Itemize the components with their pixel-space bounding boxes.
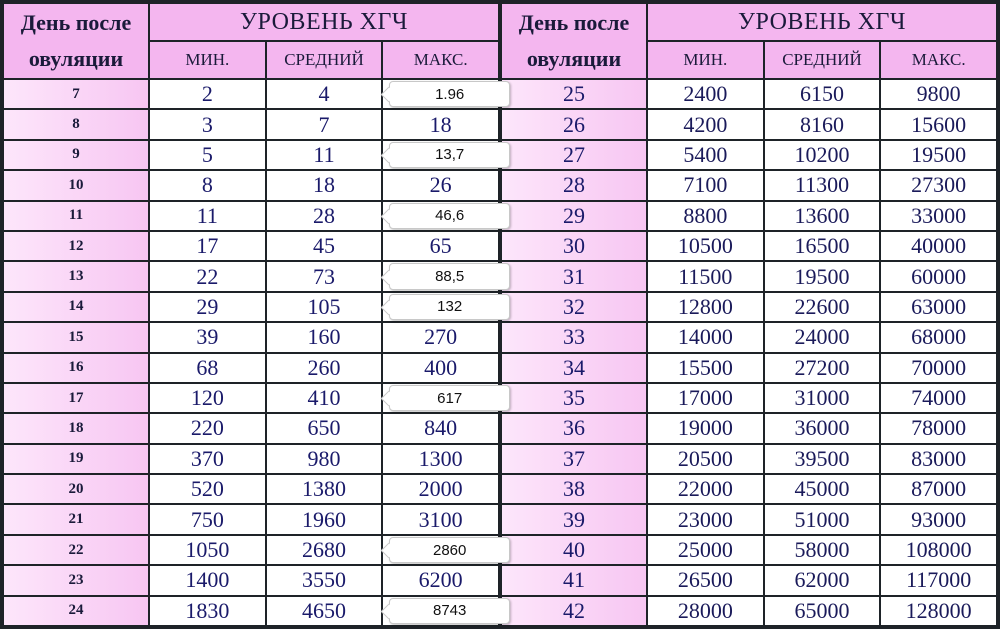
max-cell: 2000 — [383, 475, 498, 503]
max-cell: 78000 — [881, 414, 996, 442]
avg-cell: 260 — [267, 354, 382, 382]
table-row — [4, 323, 498, 351]
avg-cell: 3550 — [267, 566, 382, 594]
max-cell — [383, 536, 498, 564]
max-cell: 33000 — [881, 202, 996, 230]
day-cell: 17 — [4, 384, 148, 412]
day-header-line1: День после — [20, 10, 132, 35]
max-cell: 40000 — [881, 232, 996, 260]
max-value-note: 46,6 — [389, 203, 510, 229]
table-row — [502, 505, 996, 533]
avg-cell: 10200 — [765, 141, 880, 169]
table-row — [4, 80, 498, 108]
table-row — [502, 536, 996, 564]
table-row — [502, 110, 996, 138]
table-row — [502, 293, 996, 321]
avg-cell: 24000 — [765, 323, 880, 351]
day-cell: 28 — [502, 171, 646, 199]
max-value-note: 88,5 — [389, 263, 510, 289]
max-cell — [383, 80, 498, 108]
table-row — [4, 445, 498, 473]
day-cell: 41 — [502, 566, 646, 594]
max-cell: 400 — [383, 354, 498, 382]
level-header: УРОВЕНЬ ХГЧ — [150, 4, 498, 40]
max-cell — [383, 141, 498, 169]
avg-cell: 7 — [267, 110, 382, 138]
table-row — [502, 202, 996, 230]
avg-cell: 18 — [267, 171, 382, 199]
max-cell — [383, 262, 498, 290]
avg-cell: 73 — [267, 262, 382, 290]
avg-cell: 11300 — [765, 171, 880, 199]
day-cell: 7 — [4, 80, 148, 108]
avg-cell: 980 — [267, 445, 382, 473]
max-cell — [383, 384, 498, 412]
min-cell: 19000 — [648, 414, 763, 442]
avg-cell: 39500 — [765, 445, 880, 473]
day-cell: 34 — [502, 354, 646, 382]
day-cell: 35 — [502, 384, 646, 412]
table-row — [4, 597, 498, 625]
max-cell: 1300 — [383, 445, 498, 473]
table-row — [4, 384, 498, 412]
min-cell: 750 — [150, 505, 265, 533]
table-row — [4, 293, 498, 321]
table-left-half — [4, 4, 498, 625]
day-cell: 30 — [502, 232, 646, 260]
avg-cell: 4650 — [267, 597, 382, 625]
max-column-header: МАКС. — [881, 42, 996, 78]
table-row — [4, 262, 498, 290]
max-cell: 60000 — [881, 262, 996, 290]
day-cell: 36 — [502, 414, 646, 442]
day-cell: 32 — [502, 293, 646, 321]
max-cell: 68000 — [881, 323, 996, 351]
table-row — [502, 171, 996, 199]
avg-cell: 22600 — [765, 293, 880, 321]
day-header-line2: овуляции — [28, 46, 124, 71]
max-cell: 26 — [383, 171, 498, 199]
max-cell: 18 — [383, 110, 498, 138]
day-column-header — [4, 4, 148, 78]
max-cell: 65 — [383, 232, 498, 260]
min-cell: 23000 — [648, 505, 763, 533]
avg-cell: 13600 — [765, 202, 880, 230]
max-cell: 63000 — [881, 293, 996, 321]
avg-cell: 65000 — [765, 597, 880, 625]
max-cell: 87000 — [881, 475, 996, 503]
max-cell: 70000 — [881, 354, 996, 382]
min-cell: 12800 — [648, 293, 763, 321]
day-cell: 19 — [4, 445, 148, 473]
max-cell — [383, 597, 498, 625]
table-header — [4, 4, 498, 78]
day-header-line2: овуляции — [526, 46, 622, 71]
day-cell: 12 — [4, 232, 148, 260]
min-cell: 11 — [150, 202, 265, 230]
table-body-right — [502, 80, 996, 625]
level-header: УРОВЕНЬ ХГЧ — [648, 4, 996, 40]
table-row — [502, 262, 996, 290]
max-cell: 6200 — [383, 566, 498, 594]
day-cell: 24 — [4, 597, 148, 625]
min-cell: 22 — [150, 262, 265, 290]
table-row — [4, 202, 498, 230]
table-row — [502, 597, 996, 625]
day-cell: 38 — [502, 475, 646, 503]
avg-cell: 27200 — [765, 354, 880, 382]
day-cell: 16 — [4, 354, 148, 382]
avg-cell: 1380 — [267, 475, 382, 503]
avg-cell: 2680 — [267, 536, 382, 564]
table-row — [502, 414, 996, 442]
avg-column-header: СРЕДНИЙ — [267, 42, 382, 78]
min-cell: 11500 — [648, 262, 763, 290]
min-cell: 28000 — [648, 597, 763, 625]
max-cell — [383, 202, 498, 230]
min-cell: 220 — [150, 414, 265, 442]
day-cell: 11 — [4, 202, 148, 230]
avg-cell: 4 — [267, 80, 382, 108]
min-cell: 25000 — [648, 536, 763, 564]
min-cell: 17 — [150, 232, 265, 260]
table-row — [502, 475, 996, 503]
day-cell: 26 — [502, 110, 646, 138]
min-cell: 1400 — [150, 566, 265, 594]
min-cell: 2 — [150, 80, 265, 108]
day-cell: 29 — [502, 202, 646, 230]
table-row — [4, 110, 498, 138]
min-cell: 2400 — [648, 80, 763, 108]
day-header-line1: День после — [518, 10, 630, 35]
table-row — [502, 384, 996, 412]
avg-cell: 45000 — [765, 475, 880, 503]
max-cell: 27300 — [881, 171, 996, 199]
min-cell: 5 — [150, 141, 265, 169]
table-row — [4, 475, 498, 503]
table-row — [4, 414, 498, 442]
table-row — [4, 505, 498, 533]
avg-cell: 410 — [267, 384, 382, 412]
table-row — [502, 566, 996, 594]
avg-cell: 19500 — [765, 262, 880, 290]
min-cell: 8 — [150, 171, 265, 199]
table-row — [502, 323, 996, 351]
table-header — [502, 4, 996, 78]
day-cell: 25 — [502, 80, 646, 108]
min-cell: 68 — [150, 354, 265, 382]
day-cell: 39 — [502, 505, 646, 533]
max-value-note: 2860 — [389, 537, 510, 563]
day-cell: 20 — [4, 475, 148, 503]
avg-cell: 6150 — [765, 80, 880, 108]
min-cell: 370 — [150, 445, 265, 473]
day-cell: 13 — [4, 262, 148, 290]
min-cell: 22000 — [648, 475, 763, 503]
min-cell: 14000 — [648, 323, 763, 351]
min-cell: 20500 — [648, 445, 763, 473]
day-cell: 9 — [4, 141, 148, 169]
table-row — [4, 536, 498, 564]
avg-cell: 31000 — [765, 384, 880, 412]
min-cell: 10500 — [648, 232, 763, 260]
day-cell: 27 — [502, 141, 646, 169]
max-column-header: МАКС. — [383, 42, 498, 78]
min-cell: 3 — [150, 110, 265, 138]
day-cell: 18 — [4, 414, 148, 442]
avg-cell: 8160 — [765, 110, 880, 138]
max-cell: 840 — [383, 414, 498, 442]
max-value-note: 8743 — [389, 598, 510, 624]
max-value-note: 132 — [389, 294, 510, 320]
min-cell: 520 — [150, 475, 265, 503]
table-row — [502, 354, 996, 382]
day-cell: 37 — [502, 445, 646, 473]
min-column-header: МИН. — [150, 42, 265, 78]
max-cell: 117000 — [881, 566, 996, 594]
min-cell: 1050 — [150, 536, 265, 564]
avg-cell: 58000 — [765, 536, 880, 564]
max-cell: 3100 — [383, 505, 498, 533]
day-cell: 40 — [502, 536, 646, 564]
avg-cell: 45 — [267, 232, 382, 260]
max-cell: 93000 — [881, 505, 996, 533]
max-cell: 9800 — [881, 80, 996, 108]
max-cell: 19500 — [881, 141, 996, 169]
min-cell: 7100 — [648, 171, 763, 199]
table-row — [4, 232, 498, 260]
max-value-note: 13,7 — [389, 142, 510, 168]
table-right-half — [502, 4, 996, 625]
table-row — [4, 141, 498, 169]
min-cell: 1830 — [150, 597, 265, 625]
avg-cell: 51000 — [765, 505, 880, 533]
day-cell: 14 — [4, 293, 148, 321]
day-cell: 31 — [502, 262, 646, 290]
day-cell: 23 — [4, 566, 148, 594]
max-cell — [383, 293, 498, 321]
min-cell: 39 — [150, 323, 265, 351]
min-cell: 17000 — [648, 384, 763, 412]
avg-cell: 160 — [267, 323, 382, 351]
avg-cell: 105 — [267, 293, 382, 321]
max-cell: 270 — [383, 323, 498, 351]
max-value-note: 1.96 — [389, 81, 510, 107]
avg-cell: 62000 — [765, 566, 880, 594]
min-cell: 120 — [150, 384, 265, 412]
max-cell: 74000 — [881, 384, 996, 412]
min-cell: 8800 — [648, 202, 763, 230]
table-row — [4, 171, 498, 199]
avg-cell: 1960 — [267, 505, 382, 533]
day-column-header — [502, 4, 646, 78]
min-cell: 26500 — [648, 566, 763, 594]
table-row — [4, 354, 498, 382]
max-cell: 15600 — [881, 110, 996, 138]
min-cell: 15500 — [648, 354, 763, 382]
max-cell: 108000 — [881, 536, 996, 564]
table-row — [502, 445, 996, 473]
avg-cell: 11 — [267, 141, 382, 169]
avg-cell: 36000 — [765, 414, 880, 442]
min-cell: 29 — [150, 293, 265, 321]
day-cell: 15 — [4, 323, 148, 351]
day-cell: 22 — [4, 536, 148, 564]
avg-cell: 28 — [267, 202, 382, 230]
avg-cell: 16500 — [765, 232, 880, 260]
day-cell: 21 — [4, 505, 148, 533]
day-cell: 42 — [502, 597, 646, 625]
max-value-note: 617 — [389, 385, 510, 411]
min-column-header: МИН. — [648, 42, 763, 78]
table-body-left — [4, 80, 498, 625]
table-row — [502, 232, 996, 260]
min-cell: 4200 — [648, 110, 763, 138]
min-cell: 5400 — [648, 141, 763, 169]
table-row — [502, 80, 996, 108]
max-cell: 128000 — [881, 597, 996, 625]
table-row — [4, 566, 498, 594]
day-cell: 10 — [4, 171, 148, 199]
day-cell: 33 — [502, 323, 646, 351]
table-row — [502, 141, 996, 169]
day-cell: 8 — [4, 110, 148, 138]
max-cell: 83000 — [881, 445, 996, 473]
avg-cell: 650 — [267, 414, 382, 442]
avg-column-header: СРЕДНИЙ — [765, 42, 880, 78]
